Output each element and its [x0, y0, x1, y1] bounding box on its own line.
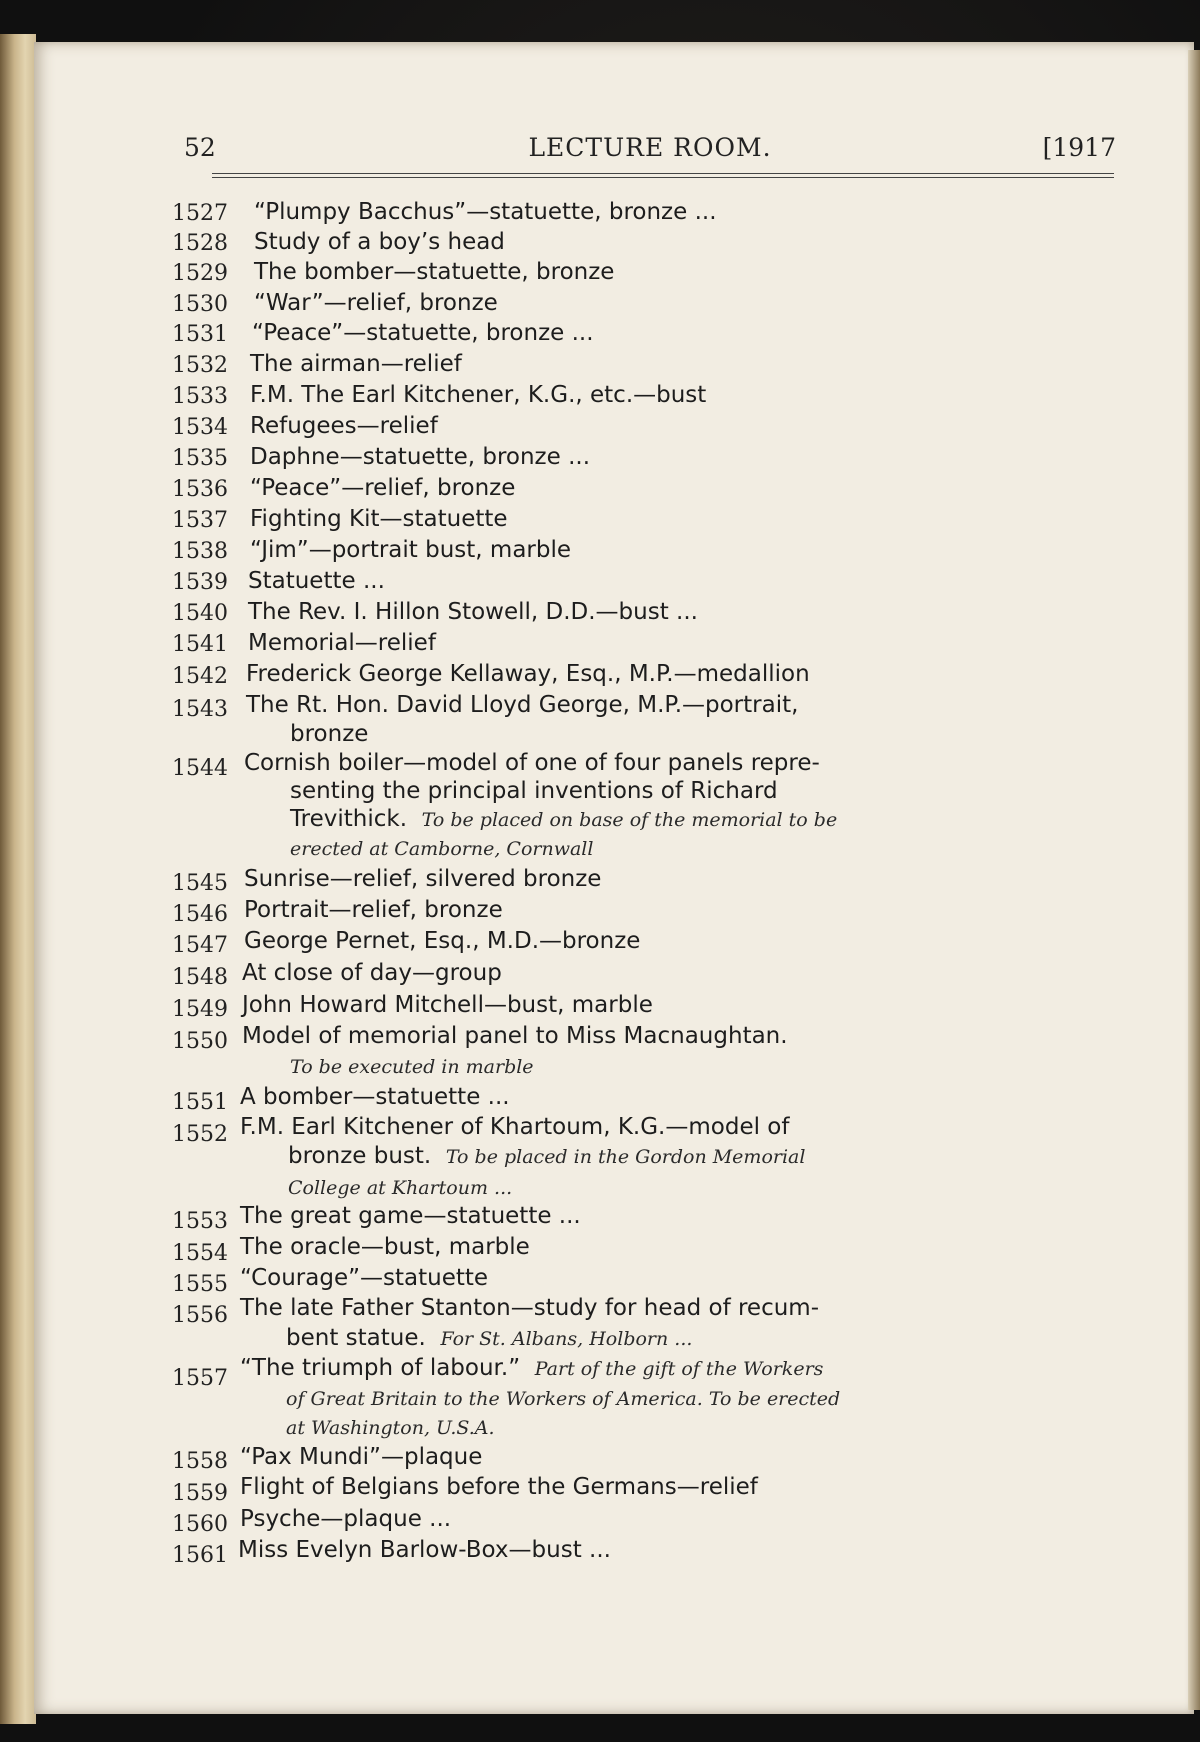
entry-title-continued: bronze bust. To be placed in the Gordon Memorial — [288, 1143, 806, 1169]
entry-number: 1544 — [172, 756, 228, 781]
entry-title-continued: bent statue. For St. Albans, Holborn ... — [286, 1325, 693, 1351]
entry-title: John Howard Mitchell—bust, marble — [242, 992, 653, 1018]
entry-number: 1532 — [172, 353, 228, 378]
entry-title: A bomber—statuette ... — [240, 1084, 510, 1110]
entry-title-continued: Trevithick. To be placed on base of the memorial to be — [290, 806, 838, 832]
entry-number: 1534 — [172, 415, 228, 440]
entry-number: 1535 — [172, 446, 228, 471]
entry-title: The great game—statuette ... — [240, 1203, 581, 1229]
entry-title: Statuette ... — [248, 568, 385, 594]
entry-title: Model of memorial panel to Miss Macnaughtan. — [242, 1023, 788, 1049]
entry-number: 1536 — [172, 477, 228, 502]
entry-title: “Pax Mundi”—plaque — [240, 1444, 483, 1470]
entry-title-continued: bronze — [290, 721, 369, 747]
entry-number: 1557 — [172, 1366, 228, 1391]
entry-title: Refugees—relief — [250, 413, 438, 439]
entry-title: Daphne—statuette, bronze ... — [250, 444, 591, 470]
entry-title: Memorial—relief — [248, 630, 436, 656]
entry-title: F.M. The Earl Kitchener, K.G., etc.—bust — [250, 382, 707, 408]
entry-number: 1546 — [172, 902, 228, 927]
entry-title: “Courage”—statuette — [240, 1265, 489, 1291]
entry-note: To be executed in marble — [290, 1056, 534, 1078]
entry-number: 1531 — [172, 322, 228, 347]
entry-number: 1528 — [172, 231, 228, 256]
page-year: [1917 — [1042, 133, 1116, 162]
entry-note: at Washington, U.S.A. — [286, 1417, 495, 1439]
entry-number: 1540 — [172, 601, 228, 626]
entry-note: of Great Britain to the Workers of America. To be erected — [286, 1388, 841, 1410]
entry-title: At close of day—group — [242, 960, 502, 986]
entry-title: Frederick George Kellaway, Esq., M.P.—medallion — [246, 661, 810, 687]
entry-number: 1530 — [172, 292, 228, 317]
entry-number: 1539 — [172, 570, 228, 595]
entry-number: 1541 — [172, 632, 228, 657]
entry-number: 1561 — [172, 1543, 228, 1568]
page-header — [184, 133, 1116, 167]
entry-title: Fighting Kit—statuette — [250, 506, 508, 532]
entry-title: F.M. Earl Kitchener of Khartoum, K.G.—model of — [240, 1114, 790, 1140]
entry-number: 1550 — [172, 1029, 228, 1054]
entry-title: “Plumpy Bacchus”—statuette, bronze ... — [254, 199, 717, 225]
entry-number: 1542 — [172, 664, 228, 689]
entry-title: “Peace”—relief, bronze — [250, 475, 516, 501]
entry-number: 1548 — [172, 965, 228, 990]
entry-title-continued: senting the principal inventions of Richard — [290, 778, 778, 804]
entry-title: Cornish boiler—model of one of four panels repre- — [244, 750, 820, 776]
entry-number: 1549 — [172, 997, 228, 1022]
entry-title: Miss Evelyn Barlow-Box—bust ... — [238, 1537, 611, 1563]
entry-number: 1527 — [172, 201, 228, 226]
entry-title: “Peace”—statuette, bronze ... — [252, 320, 594, 346]
entry-number: 1552 — [172, 1122, 228, 1147]
entry-number: 1559 — [172, 1481, 228, 1506]
entry-note: College at Khartoum ... — [288, 1177, 513, 1199]
entry-title: Study of a boy’s head — [254, 229, 505, 255]
entry-title: Psyche—plaque ... — [240, 1506, 452, 1532]
book-spine-edge — [0, 34, 36, 1724]
entry-number: 1533 — [172, 384, 228, 409]
entry-title: “The triumph of labour.” Part of the gift of the Workers — [240, 1355, 824, 1381]
entry-note: erected at Camborne, Cornwall — [290, 838, 594, 860]
entry-title: The late Father Stanton—study for head of recum- — [240, 1295, 820, 1321]
entry-number: 1554 — [172, 1241, 228, 1266]
entry-number: 1529 — [172, 261, 228, 286]
page-title: LECTURE ROOM. — [528, 133, 772, 162]
entry-number: 1553 — [172, 1209, 228, 1234]
entry-number: 1558 — [172, 1449, 228, 1474]
entry-title: Portrait—relief, bronze — [244, 897, 503, 923]
entry-title: The oracle—bust, marble — [240, 1234, 530, 1260]
header-rule-top — [212, 173, 1114, 174]
entry-title: Sunrise—relief, silvered bronze — [244, 866, 602, 892]
entry-title: “War”—relief, bronze — [254, 290, 498, 316]
entry-number: 1545 — [172, 871, 228, 896]
entry-number: 1538 — [172, 539, 228, 564]
entry-title: The Rt. Hon. David Lloyd George, M.P.—portrait, — [246, 692, 799, 718]
entry-number: 1537 — [172, 508, 228, 533]
entry-title: The bomber—statuette, bronze — [254, 259, 615, 285]
entry-title: “Jim”—portrait bust, marble — [250, 537, 572, 563]
header-rule-bottom — [212, 177, 1114, 178]
entry-number: 1560 — [172, 1512, 228, 1537]
entry-title: Flight of Belgians before the Germans—relief — [240, 1474, 758, 1500]
entry-number: 1551 — [172, 1090, 228, 1115]
page-number: 52 — [184, 133, 216, 162]
entry-title: George Pernet, Esq., M.D.—bronze — [244, 928, 641, 954]
entry-title: The airman—relief — [250, 351, 462, 377]
entry-number: 1547 — [172, 933, 228, 958]
page-right-edge — [1188, 50, 1200, 1710]
entry-title: The Rev. I. Hillon Stowell, D.D.—bust ... — [248, 599, 698, 625]
entry-number: 1555 — [172, 1272, 228, 1297]
entry-number: 1543 — [172, 697, 228, 722]
entry-number: 1556 — [172, 1303, 228, 1328]
